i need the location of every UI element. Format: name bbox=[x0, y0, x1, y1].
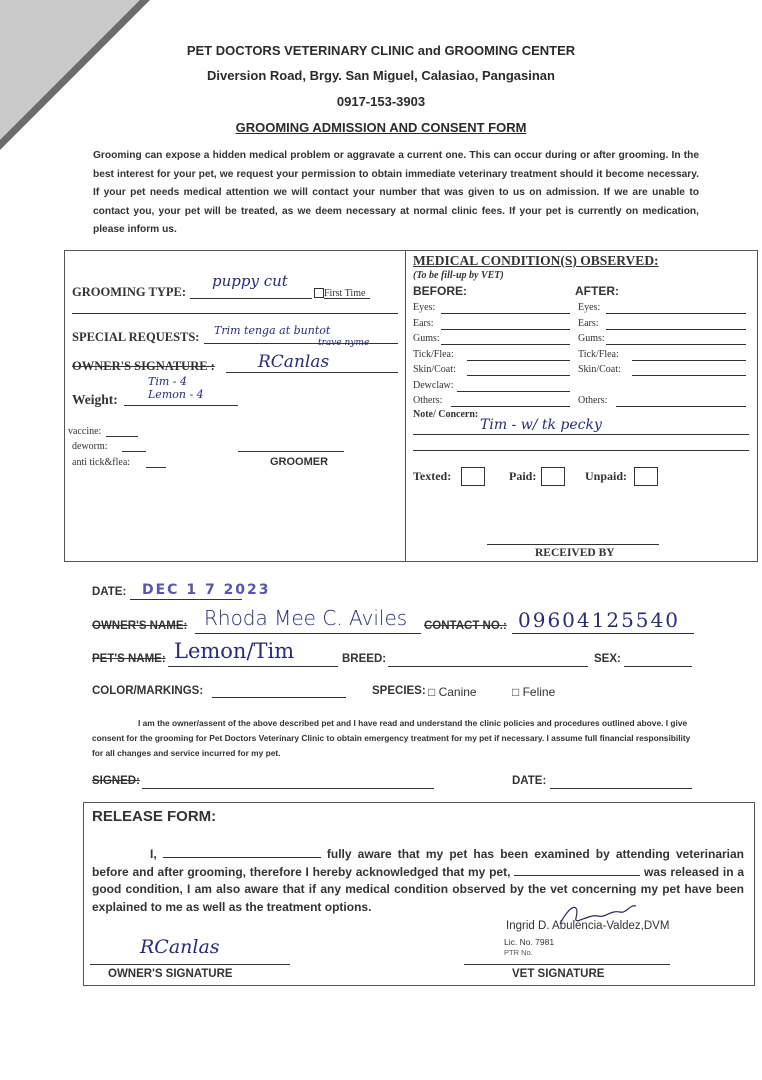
before-field-label: Eyes: bbox=[413, 302, 436, 313]
clinic-address: Diversion Road, Brgy. San Miguel, Calasiao, Pangasinan bbox=[207, 68, 555, 83]
color-markings-label: COLOR/MARKINGS: bbox=[92, 685, 204, 697]
vaccine-label: vaccine: bbox=[68, 426, 102, 437]
before-field-line[interactable] bbox=[441, 344, 570, 345]
before-label: BEFORE: bbox=[413, 284, 467, 298]
release-pet-line[interactable] bbox=[514, 865, 640, 876]
before-field-label: Skin/Coat: bbox=[413, 364, 456, 375]
note-concern-value[interactable]: Tim - w/ tk pecky bbox=[480, 417, 602, 433]
before-field-line[interactable] bbox=[467, 375, 570, 376]
pet-name-value[interactable]: Lemon/Tim bbox=[174, 639, 295, 663]
unpaid-label: Unpaid: bbox=[585, 469, 628, 483]
weight-label: Weight: bbox=[72, 392, 118, 407]
anti-tick-line bbox=[146, 467, 166, 468]
owner-signature-label: OWNER'S SIGNATURE : bbox=[72, 359, 215, 373]
first-time-underline bbox=[324, 298, 370, 299]
owner-signature-line bbox=[226, 372, 398, 373]
pet-name-line bbox=[168, 666, 338, 667]
before-field-line[interactable] bbox=[451, 406, 570, 407]
vet-ptr: PTR No. bbox=[504, 948, 533, 957]
release-owner-signature-line bbox=[90, 964, 290, 965]
special-requests-value[interactable]: Trim tenga at buntot bbox=[214, 324, 331, 337]
before-field-label: Ears: bbox=[413, 317, 434, 329]
weight-value-tim[interactable]: Tim - 4 bbox=[148, 375, 187, 388]
grooming-type-label: GROOMING TYPE: bbox=[72, 285, 187, 299]
owner-name-label: OWNER'S NAME: bbox=[92, 620, 188, 632]
release-name-line[interactable] bbox=[163, 847, 321, 858]
weight-value-lemon[interactable]: Lemon - 4 bbox=[148, 388, 204, 401]
before-field-label: Tick/Flea: bbox=[413, 348, 454, 360]
contact-line bbox=[512, 633, 694, 634]
after-field-line[interactable] bbox=[606, 344, 746, 345]
after-field-label: Tick/Flea: bbox=[578, 348, 619, 360]
vet-signature-label: VET SIGNATURE bbox=[512, 968, 605, 980]
medical-condition-title: MEDICAL CONDITION(S) OBSERVED: bbox=[413, 253, 659, 268]
date-line bbox=[130, 599, 242, 600]
paid-checkbox[interactable] bbox=[541, 467, 565, 486]
paid-label: Paid: bbox=[509, 469, 537, 483]
groomer-label: GROOMER bbox=[270, 456, 329, 468]
pet-name-label: PET'S NAME: bbox=[92, 653, 166, 665]
texted-label: Texted: bbox=[413, 469, 452, 483]
special-requests-value2[interactable]: trave nyme bbox=[318, 338, 370, 348]
release-text-3: was released in a good condition, I am also aware that if any medical condition observed by the vet concerning my pet have been explained to me as well as the treatment options. bbox=[92, 864, 745, 914]
clinic-name: PET DOCTORS VETERINARY CLINIC and GROOMING CENTER bbox=[186, 43, 576, 58]
after-field-line[interactable] bbox=[606, 329, 746, 330]
received-by-label: RECEIVED BY bbox=[535, 547, 615, 559]
vet-name: Ingrid D. Abulencia-Valdez,DVM bbox=[506, 920, 670, 932]
clinic-phone: 0917-153-3903 bbox=[336, 94, 426, 109]
vaccine-line bbox=[106, 436, 138, 437]
before-field-label: Dewclaw: bbox=[413, 379, 454, 391]
intro-paragraph: Grooming can expose a hidden medical problem or aggravate a current one. This can occur during or after grooming. In the best interest for your pet, we request your permission to obtain immediate veterinary treatment should it become necessary. If your pet needs medical attention we will contact your number that was given to us on admission. If we are unable to contact you, your pet will be treated, as we deem necessary at normal clinic fees. If your pet is currently on medication, please inform us. bbox=[93, 150, 699, 235]
after-field-line[interactable] bbox=[606, 313, 746, 314]
species-label: SPECIES: bbox=[372, 685, 426, 697]
owner-signature-value[interactable]: RCanlas bbox=[258, 352, 330, 372]
release-text-2: fully aware that my pet has been examined by attending veterinarian before and after grooming, therefore I hereby acknowledged that my pet, bbox=[92, 847, 744, 879]
owner-name-value[interactable]: Rhoda Mee C. Aviles bbox=[204, 606, 408, 630]
weight-line bbox=[124, 405, 238, 406]
species-canine-option[interactable]: □ Canine bbox=[428, 685, 477, 699]
color-markings-line bbox=[212, 697, 346, 698]
sex-line bbox=[624, 666, 692, 667]
grooming-type-value[interactable]: puppy cut bbox=[212, 272, 288, 290]
box-divider bbox=[405, 250, 406, 562]
medical-condition-subtitle: (To be fill-up by VET) bbox=[413, 270, 504, 281]
special-requests-label: SPECIAL REQUESTS: bbox=[72, 330, 200, 344]
received-by-line bbox=[487, 544, 659, 545]
after-label: AFTER: bbox=[575, 284, 619, 298]
after-field-line[interactable] bbox=[616, 406, 746, 407]
after-field-label: Others: bbox=[578, 395, 608, 406]
after-field-label: Skin/Coat: bbox=[578, 364, 621, 375]
before-field-line[interactable] bbox=[441, 313, 570, 314]
unpaid-checkbox[interactable] bbox=[634, 467, 658, 486]
anti-tick-label: anti tick&flea: bbox=[72, 457, 131, 468]
release-owner-signature-value[interactable]: RCanlas bbox=[140, 936, 220, 958]
after-field-label: Ears: bbox=[578, 317, 599, 329]
after-field-label: Gums: bbox=[578, 333, 605, 344]
date-stamp-value[interactable]: DEC 1 7 2023 bbox=[142, 582, 271, 598]
before-field-line[interactable] bbox=[467, 360, 570, 361]
signed-line bbox=[142, 788, 434, 789]
after-field-label: Eyes: bbox=[578, 302, 601, 313]
grooming-type-line bbox=[190, 298, 312, 299]
species-feline-option[interactable]: □ Feline bbox=[512, 685, 556, 699]
after-field-line[interactable] bbox=[632, 375, 746, 376]
texted-checkbox[interactable] bbox=[461, 467, 485, 486]
form-title: GROOMING ADMISSION AND CONSENT FORM bbox=[235, 120, 527, 135]
vet-signature-scribble bbox=[552, 896, 642, 936]
before-field-line[interactable] bbox=[457, 391, 570, 392]
release-text-1: I, bbox=[150, 847, 157, 861]
release-form-title: RELEASE FORM: bbox=[92, 808, 217, 825]
groomer-line bbox=[238, 451, 344, 452]
vet-license: Lic. No. 7981 bbox=[504, 937, 555, 947]
date2-label: DATE: bbox=[512, 775, 547, 787]
after-field-line[interactable] bbox=[632, 360, 746, 361]
vet-signature-line bbox=[464, 964, 670, 965]
first-time-label: First Time bbox=[324, 288, 366, 299]
date2-line bbox=[550, 788, 692, 789]
before-field-line[interactable] bbox=[441, 329, 570, 330]
first-time-checkbox[interactable] bbox=[314, 288, 324, 298]
note-line-1 bbox=[413, 434, 749, 435]
release-owner-signature-label: OWNER'S SIGNATURE bbox=[108, 968, 233, 980]
breed-line bbox=[388, 666, 588, 667]
before-field-label: Gums: bbox=[413, 333, 440, 344]
contact-value[interactable]: 09604125540 bbox=[518, 608, 680, 632]
deworm-line bbox=[122, 451, 146, 452]
grooming-type-line2 bbox=[72, 313, 398, 314]
consent-paragraph: I am the owner/assent of the above described pet and I have read and understand the clinic policies and procedures outlined above. I give consent for the grooming for Pet Doctors Veterinary Clinic to obtain emergency treatment for my pet if necessary. I assume full financial responsibility for all changes and service incurred for my pet. bbox=[92, 718, 691, 758]
breed-label: BREED: bbox=[342, 653, 387, 665]
owner-name-line bbox=[195, 633, 421, 634]
sex-label: SEX: bbox=[594, 653, 621, 665]
date-label: DATE: bbox=[92, 586, 127, 598]
deworm-label: deworm: bbox=[72, 441, 108, 452]
release-paragraph bbox=[92, 846, 744, 916]
note-concern-label: Note/ Concern: bbox=[413, 409, 479, 420]
contact-label: CONTACT NO.: bbox=[424, 620, 507, 632]
before-field-label: Others: bbox=[413, 395, 443, 406]
signed-label: SIGNED: bbox=[92, 775, 140, 787]
note-line-2 bbox=[413, 450, 749, 451]
